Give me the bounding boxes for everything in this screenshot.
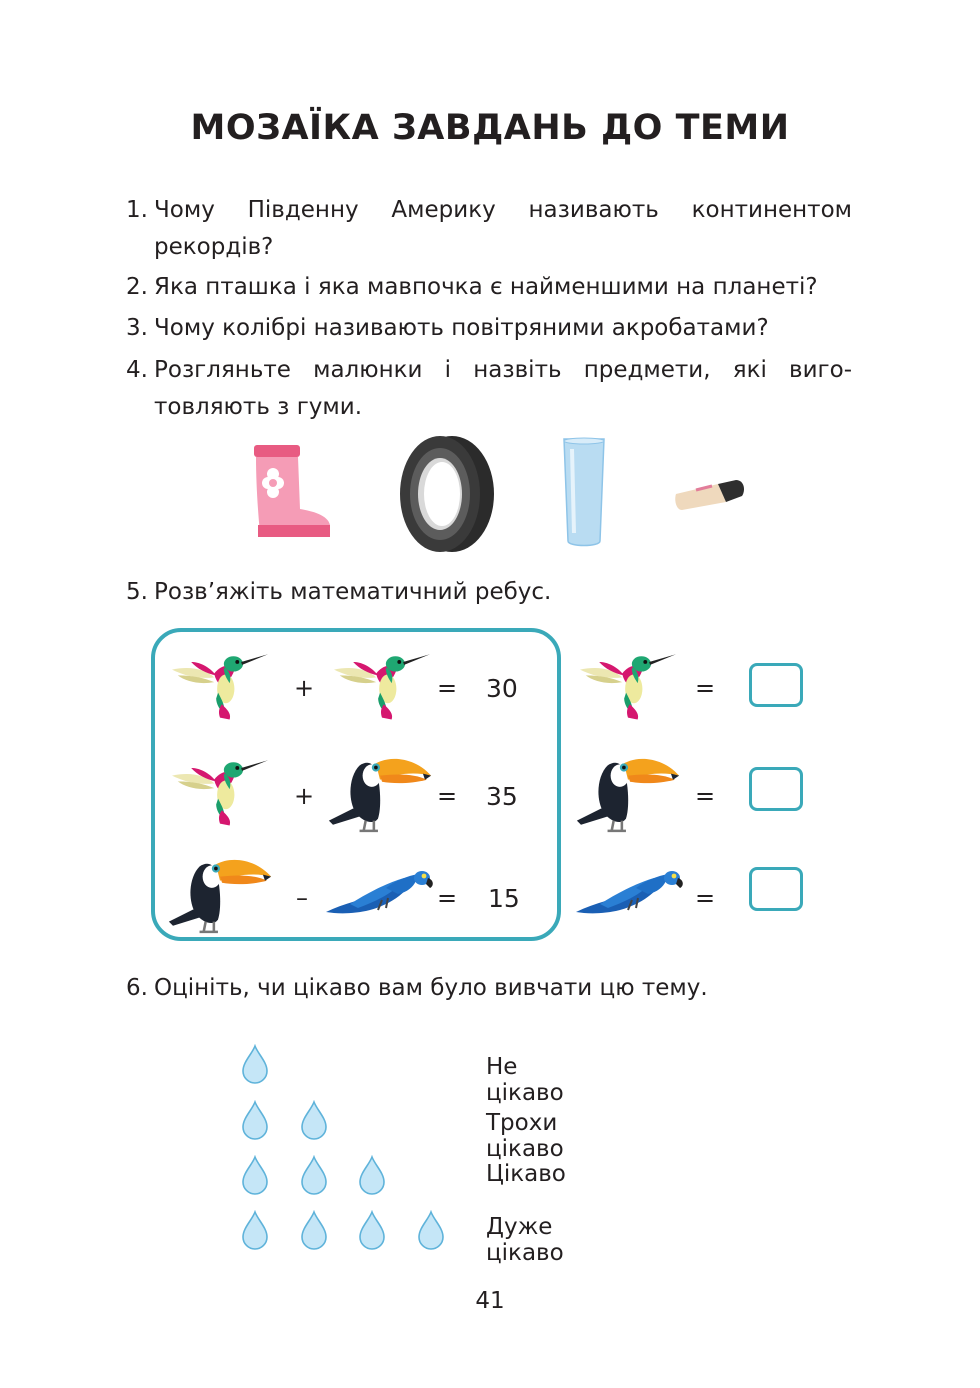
drop-icon[interactable] (299, 1155, 329, 1195)
question-1 (126, 192, 852, 229)
question-text: Чому Південну Америку називають континентом (154, 197, 852, 223)
question-text: Чому колібрі називають повітряними акробатами? (154, 315, 769, 341)
question-number: 2. (126, 274, 148, 300)
question-number: 5. (126, 579, 148, 605)
hummingbird-icon (172, 756, 268, 826)
drop-icon[interactable] (240, 1155, 270, 1195)
equals-sign: = (437, 782, 458, 810)
question-4-continuation: товляють з гуми. (154, 394, 363, 420)
question-2 (126, 269, 886, 306)
drop-icon[interactable] (416, 1210, 446, 1250)
question-number: 1. (126, 197, 148, 223)
drop-icon[interactable] (357, 1155, 387, 1195)
tire-icon (400, 434, 496, 554)
question-6 (126, 970, 886, 1007)
page-title: МОЗАЇКА ЗАВДАНЬ ДО ТЕМИ (190, 108, 790, 148)
toucan-icon (576, 745, 680, 837)
question-4 (126, 352, 852, 389)
question-number: 6. (126, 975, 148, 1001)
glass-vase-icon (562, 437, 606, 549)
plus-sign: + (294, 674, 315, 702)
rebus-result: 30 (486, 674, 518, 703)
toucan-icon (328, 745, 432, 837)
drop-icon[interactable] (299, 1100, 329, 1140)
parrot-icon (576, 868, 686, 918)
equals-sign: = (695, 884, 716, 912)
rating-label: Дуже цікаво (486, 1214, 564, 1266)
question-text: Оцініть, чи цікаво вам було вивчати цю тему. (154, 975, 708, 1001)
question-5 (126, 574, 886, 611)
answer-box-hummingbird[interactable] (749, 663, 803, 707)
rating-label: Цікаво (486, 1161, 566, 1187)
eraser-icon (672, 476, 746, 514)
toucan-icon (168, 846, 272, 938)
rebus-result: 35 (486, 782, 518, 811)
plus-sign: + (294, 782, 315, 810)
question-1-continuation: рекордів? (154, 234, 274, 260)
question-text: Розв’яжіть математичний ребус. (154, 579, 552, 605)
drop-icon[interactable] (240, 1044, 270, 1084)
question-number: 3. (126, 315, 148, 341)
hummingbird-icon (580, 650, 676, 720)
drop-icon[interactable] (299, 1210, 329, 1250)
question-text: Розгляньте малюнки і назвіть предмети, які виго- (154, 357, 852, 383)
page-number: 41 (475, 1288, 505, 1314)
rubber-boot-icon (250, 443, 334, 541)
question-3 (126, 310, 886, 347)
question-number: 4. (126, 357, 148, 383)
rebus-result: 15 (488, 884, 520, 913)
rating-label: Не цікаво (486, 1054, 564, 1106)
equals-sign: = (437, 884, 458, 912)
equals-sign: = (695, 782, 716, 810)
minus-sign: – (296, 884, 308, 912)
answer-box-parrot[interactable] (749, 867, 803, 911)
equals-sign: = (437, 674, 458, 702)
equals-sign: = (695, 674, 716, 702)
rating-label: Трохи цікаво (486, 1110, 564, 1162)
hummingbird-icon (172, 650, 268, 720)
question-text: Яка пташка і яка мавпочка є найменшими на планеті? (154, 274, 818, 300)
drop-icon[interactable] (240, 1210, 270, 1250)
answer-box-toucan[interactable] (749, 767, 803, 811)
drop-icon[interactable] (357, 1210, 387, 1250)
hummingbird-icon (334, 650, 430, 720)
drop-icon[interactable] (240, 1100, 270, 1140)
parrot-icon (326, 868, 436, 918)
